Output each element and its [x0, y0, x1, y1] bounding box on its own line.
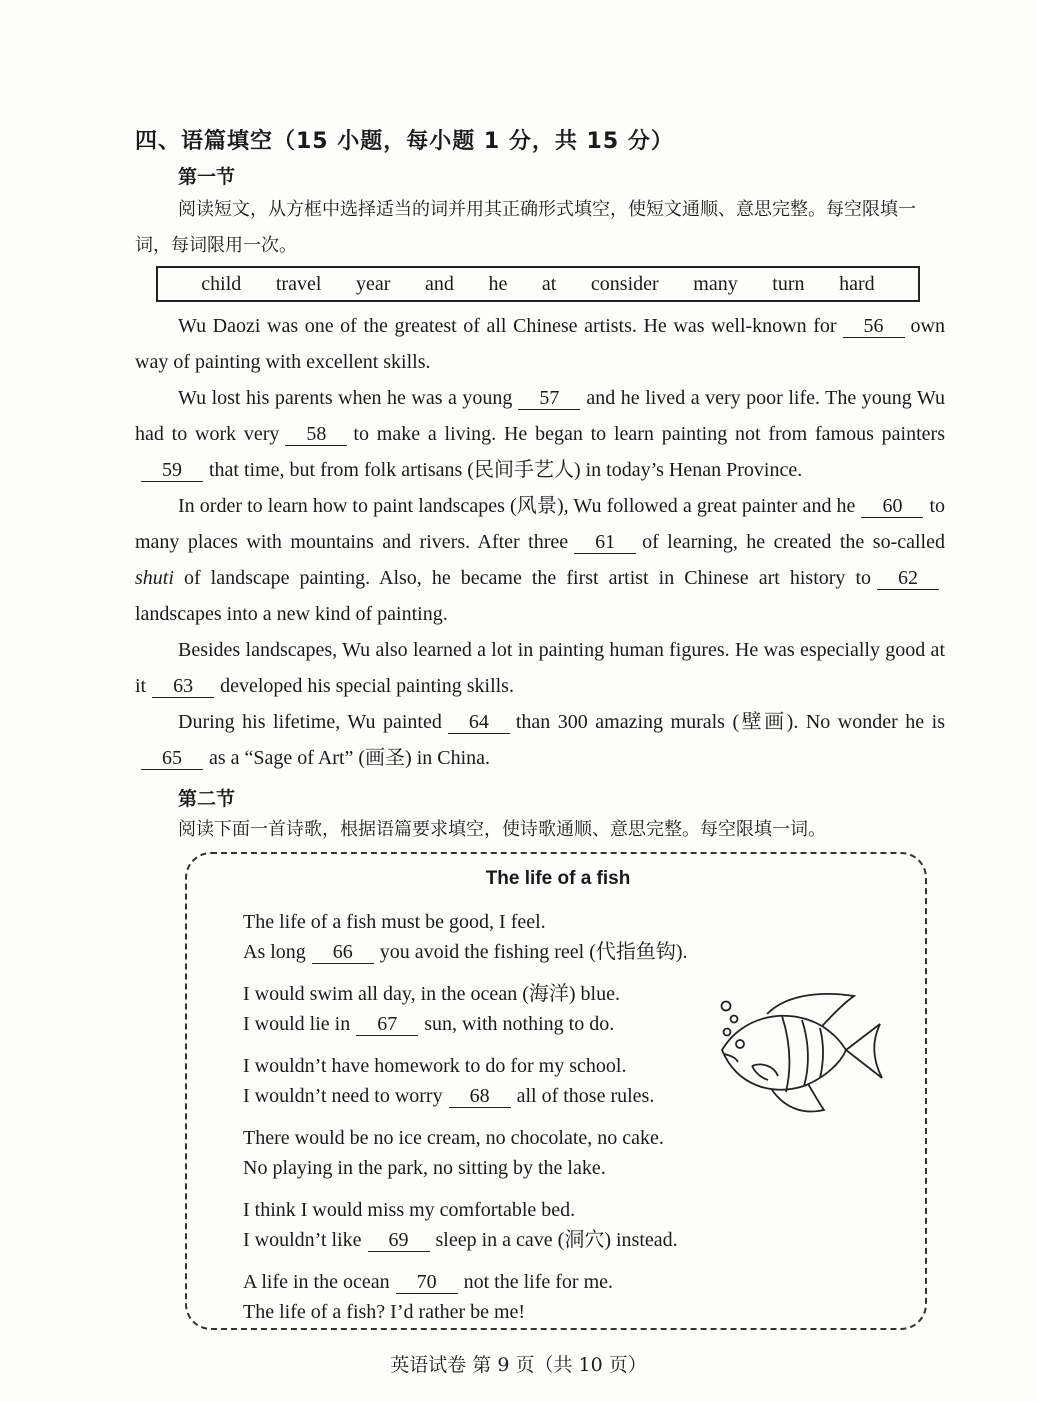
passage-paragraph-1: Wu Daozi was one of the greatest of all Chinese artists. He was well-known for 56 own way of painting with excellent skills.	[135, 315, 945, 373]
word-box-item: at	[541, 272, 557, 295]
poem-line: I wouldn’t have homework to do for my school.	[243, 1055, 627, 1077]
blank-61[interactable]: 61	[574, 531, 636, 554]
word-box-item: hard	[839, 272, 875, 295]
poem-line: The life of a fish? I’d rather be me!	[243, 1301, 526, 1323]
poem-line: There would be no ice cream, no chocolate, no cake.	[243, 1127, 664, 1149]
shuti-term: shuti	[135, 567, 174, 589]
blank-57[interactable]: 57	[518, 387, 580, 410]
blank-56[interactable]: 56	[843, 315, 905, 338]
part1-title: 第一节	[178, 166, 236, 188]
poem-stanza-4	[243, 1123, 664, 1183]
passage-paragraph-3: In order to learn how to paint landscapes (风景), Wu followed a great painter and he 60 to many places with mountains and rivers. After three 61 of learning, he created the so-called shuti of landscape painting. Also, he became the first artist in Chinese art history to 62landscapes into a new kind of painting.	[135, 495, 945, 625]
blank-64[interactable]: 64	[448, 711, 510, 734]
part2-instruction: 阅读下面一首诗歌，根据语篇要求填空，使诗歌通顺、意思完整。每空限填一词。	[178, 819, 826, 840]
blank-63[interactable]: 63	[152, 675, 214, 698]
poem-line: I think I would miss my comfortable bed.	[243, 1199, 576, 1221]
passage-paragraph-2: Wu lost his parents when he was a young 57 and he lived a very poor life. The young Wu had to work very 58 to make a living. He began to learn painting not from famous painters59 that time, but from folk artisans (民间手艺人) in today’s Henan Province.	[135, 387, 945, 481]
poem-line: I wouldn’t like 69 sleep in a cave (洞穴) instead.	[243, 1229, 678, 1251]
poem-line: I would lie in 67 sun, with nothing to do.	[243, 1013, 615, 1035]
poem-line: A life in the ocean 70 not the life for me.	[243, 1271, 614, 1293]
poem-title: The life of a fish	[485, 868, 631, 889]
word-box-item: and	[424, 272, 454, 295]
fish-icon	[712, 986, 892, 1116]
section-title: 四、语篇填空（15 小题，每小题 1 分，共 15 分）	[135, 129, 674, 154]
poem-line: The life of a fish must be good, I feel.	[243, 911, 546, 933]
blank-59[interactable]: 59	[141, 459, 203, 482]
blank-65[interactable]: 65	[141, 747, 203, 770]
word-box-item: year	[355, 272, 391, 295]
blank-67[interactable]: 67	[356, 1013, 418, 1036]
poem-box	[185, 852, 927, 1330]
page-footer: 英语试卷 第 9 页（共 10 页）	[390, 1354, 647, 1376]
blank-66[interactable]: 66	[312, 941, 374, 964]
blank-69[interactable]: 69	[368, 1229, 430, 1252]
word-box-item: consider	[590, 272, 659, 295]
poem-line: I wouldn’t need to worry 68 all of those rules.	[243, 1085, 655, 1107]
word-box-item: many	[693, 272, 738, 295]
word-box-item: child	[201, 272, 242, 295]
blank-62[interactable]: 62	[877, 567, 939, 590]
word-box-item: he	[488, 272, 508, 295]
blank-68[interactable]: 68	[449, 1085, 511, 1108]
word-box-item: travel	[275, 272, 322, 295]
part2-title: 第二节	[178, 788, 236, 810]
passage-paragraph-5: During his lifetime, Wu painted 64 than 300 amazing murals (壁画). No wonder he is65 as a “Sage of Art” (画圣) in China.	[135, 704, 945, 776]
blank-58[interactable]: 58	[285, 423, 347, 446]
poem-stanza-3	[243, 1051, 654, 1111]
word-box-item: turn	[772, 272, 805, 295]
blank-60[interactable]: 60	[861, 495, 923, 518]
poem-stanza-1	[243, 907, 688, 967]
poem-line: No playing in the park, no sitting by the lake.	[243, 1157, 606, 1179]
poem-line: As long 66 you avoid the fishing reel (代指鱼钩).	[243, 941, 688, 963]
part1-instruction: 阅读短文，从方框中选择适当的词并用其正确形式填空，使短文通顺、意思完整。每空限填一词，每词限用一次。	[135, 199, 916, 256]
poem-line: I would swim all day, in the ocean (海洋) blue.	[243, 983, 620, 1005]
poem-stanza-5	[243, 1195, 678, 1255]
blank-70[interactable]: 70	[396, 1271, 458, 1294]
reading-passage	[135, 308, 945, 776]
poem-stanza-2	[243, 979, 620, 1039]
passage-paragraph-4: Besides landscapes, Wu also learned a lot in painting human figures. He was especially good at it 63 developed his special painting skills.	[135, 639, 945, 697]
poem-stanza-6	[243, 1267, 613, 1327]
word-box	[156, 266, 920, 302]
